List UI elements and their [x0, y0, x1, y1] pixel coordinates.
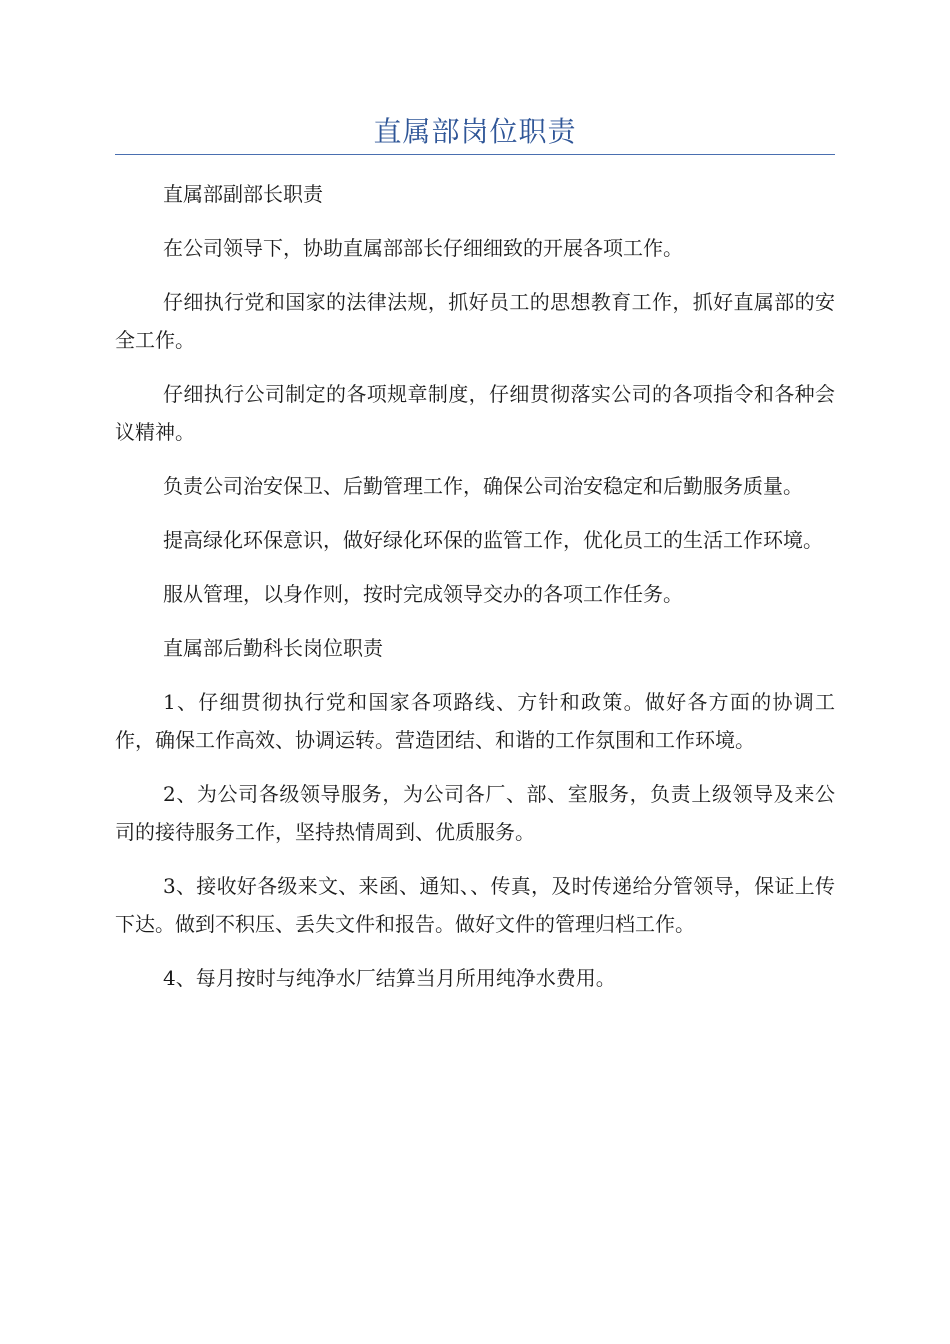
- paragraph: 服从管理，以身作则，按时完成领导交办的各项工作任务。: [163, 582, 683, 606]
- paragraph-numbered: 3、接收好各级来文、来函、通知、、传真，及时传递给分管领导，保证上传下达。做到不积压、丢失文件和报告。做好文件的管理归档工作。: [115, 874, 835, 936]
- paragraph-numbered: 2、为公司各级领导服务，为公司各厂、部、室服务，负责上级领导及来公司的接待服务工作，坚持热情周到、优质服务。: [115, 782, 835, 844]
- paragraph: 负责公司治安保卫、后勤管理工作，确保公司治安稳定和后勤服务质量。: [163, 474, 803, 498]
- paragraph: 提高绿化环保意识，做好绿化环保的监管工作，优化员工的生活工作环境。: [163, 528, 823, 552]
- document-body: [115, 175, 835, 1013]
- page-title: 直属部岗位职责: [373, 115, 577, 148]
- paragraph-section-heading: 直属部副部长职责: [163, 182, 323, 206]
- paragraph: 仔细执行公司制定的各项规章制度，仔细贯彻落实公司的各项指令和各种会议精神。: [115, 382, 835, 444]
- title-underline: [115, 154, 835, 155]
- paragraph-numbered: 4、每月按时与纯净水厂结算当月所用纯净水费用。: [163, 966, 616, 990]
- paragraph: 在公司领导下，协助直属部部长仔细细致的开展各项工作。: [163, 236, 683, 260]
- paragraph: 仔细执行党和国家的法律法规，抓好员工的思想教育工作，抓好直属部的安全工作。: [115, 290, 835, 352]
- paragraph-numbered: 1、仔细贯彻执行党和国家各项路线、方针和政策。做好各方面的协调工作，确保工作高效、协调运转。营造团结、和谐的工作氛围和工作环境。: [115, 690, 835, 752]
- paragraph-section-heading: 直属部后勤科长岗位职责: [163, 636, 383, 660]
